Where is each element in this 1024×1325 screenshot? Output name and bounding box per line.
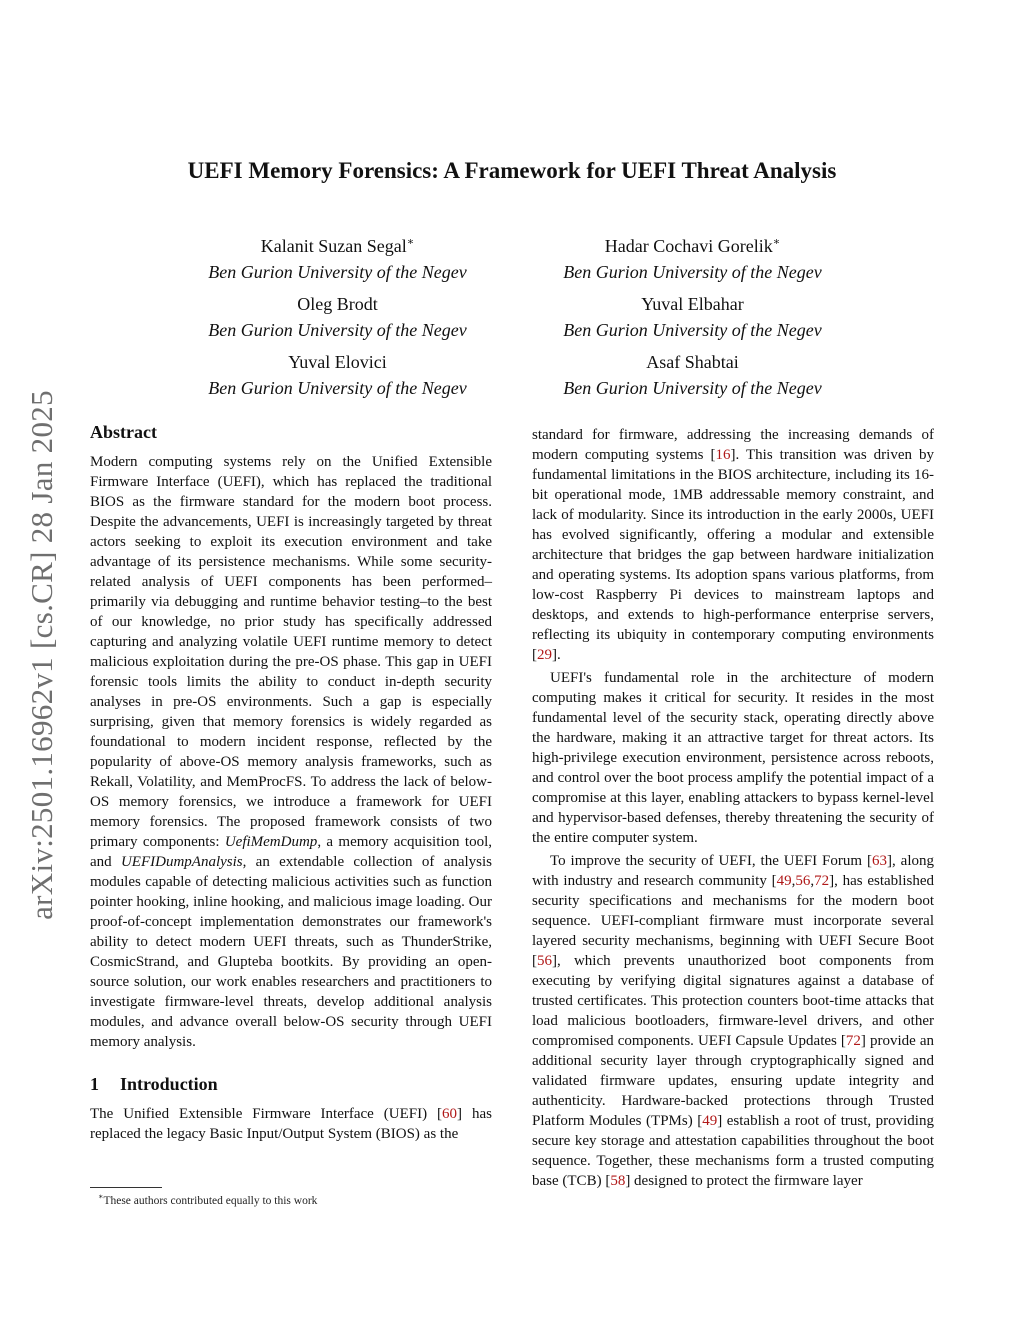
- author-entry: [515, 349, 870, 401]
- author-name: Hadar Cochavi Gorelik: [604, 236, 773, 256]
- author-name: Kalanit Suzan Segal: [260, 236, 407, 256]
- body-text: ,: [810, 873, 815, 889]
- body-paragraph: UEFI's fundamental role in the architecture of modern computing makes it critical for security. It resides in the most fundamental level of the security stack, operating directly above the hardware, making it an attractive target for threat actors. Its high-privilege execution environment, persistence across reboots, and control over the boot process amplify the potential impact of a compromise at this layer, enabling attackers to bypass kernel-level and hypervisor-based defenses, thereby threatening the security of the entire computer system.: [532, 670, 934, 846]
- right-column: [532, 425, 934, 1194]
- body-text: ]. This transition was driven by fundamental limitations in the BIOS architecture, including its 16-bit operational mode, 1MB addressable memory constraint, and lack of modularity. Since its introduction in the early 2000s, UEFI has evolved significantly, offering a modular and extensible architecture that bridges the gap between hardware initialization and operating systems. Its adoption spans various platforms, from low-cost Raspberry Pi devices to mainstream laptops and desktops, and extends to high-performance enterprise servers, reflecting its ubiquity in contemporary computing environments [: [532, 447, 935, 663]
- abstract-text: Modern computing systems rely on the Unified Extensible Firmware Interface (UEFI), which has replaced the traditional BIOS as the firmware standard for the modern boot process. Despite the advancements, UEFI is increasingly targeted by threat actors seeking to exploit its execution environment and take advantage of its persistence mechanisms. While some security-related analysis of UEFI components has been performed–primarily via debugging and runtime behavior testing–to the best of our knowledge, no prior study has specifically addressed capturing and analyzing volatile UEFI runtime memory to detect malicious exploitation during the pre-OS phase. This gap in UEFI forensic tools limits the ability to conduct in-depth security analyses in pre-OS environments. Such a gap is especially surprising, given that memory forensics is widely regarded as foundational to modern incident response, reflected by the popularity of above-OS memory analysis frameworks, such as Rekall, Volatility, and MemProcFS. To address the lack of below-OS memory forensics, we introduce a framework for UEFI memory forensics. The proposed framework consists of two primary components:: [90, 454, 492, 850]
- tool-name: UEFIDumpAnalysis: [120, 854, 243, 870]
- citation-link[interactable]: 29: [537, 647, 552, 663]
- abstract-text: , a memory acquisition tool, and: [90, 834, 492, 870]
- section-title: Introduction: [120, 1074, 218, 1094]
- citation-link[interactable]: 58: [610, 1173, 626, 1189]
- section-number: 1: [90, 1074, 99, 1094]
- author-entry: [160, 291, 515, 343]
- body-text: ].: [552, 647, 561, 663]
- citation-link[interactable]: 72: [814, 873, 830, 889]
- body-text: ] establish a root of trust, providing secure key storage and attestation capabilities throughout the boot sequence. Together, these mechanisms form a trusted computing base (TCB) [: [532, 1113, 934, 1189]
- body-text: standard for firmware, addressing the increasing demands of modern computing systems [: [532, 427, 934, 463]
- footnote-mark: ∗: [98, 1192, 104, 1201]
- citation-link[interactable]: 49: [776, 873, 792, 889]
- author-entry: [160, 229, 515, 285]
- intro-paragraph: [90, 1104, 492, 1144]
- body-text: ] provide an additional security layer through cryptographically signed and validated firmware updates, ensuring update integrity and authenticity. Hardware-backed protections through Trusted Platform Modules (TPMs) [: [532, 1033, 934, 1129]
- author-affiliation: Ben Gurion University of the Negev: [208, 262, 467, 282]
- author-affiliation: Ben Gurion University of the Negev: [563, 378, 822, 398]
- author-entry: [160, 349, 515, 401]
- section-heading: [90, 1074, 492, 1094]
- abstract-text: , an extendable collection of analysis modules capable of detecting malicious activities such as function pointer hooking, inline hooking, and malicious image loading. Our proof-of-concept implementation demonstrates our framework's ability to detect modern UEFI threats, such as ThunderStrike, CosmicStrand, and Glupteba bootkits. By providing an open-source solution, our work enables researchers and practitioners to investigate firmware-level threats, develop additional analysis modules, and advance overall below-OS security through UEFI memory analysis.: [90, 854, 492, 1050]
- author-mark: ∗: [772, 236, 781, 248]
- intro-text: The Unified Extensible Firmware Interface (UEFI) [: [90, 1106, 443, 1122]
- body-paragraph: [532, 851, 934, 1191]
- citation-link[interactable]: 72: [845, 1033, 861, 1049]
- body-text: ], has established security specifications and mechanisms for the modern boot sequence. UEFI-compliant firmware must incorporate several layered security mechanisms, beginning with UEFI Secure Boot [: [532, 873, 935, 969]
- citation-link[interactable]: 60: [442, 1106, 458, 1122]
- citation-link[interactable]: 56: [537, 953, 552, 969]
- author-name: Oleg Brodt: [297, 294, 378, 314]
- abstract-heading: Abstract: [90, 422, 157, 442]
- arxiv-identifier-text: arXiv:2501.16962v1 [cs.CR] 28 Jan 2025: [24, 390, 59, 920]
- footnote-divider: [90, 1187, 162, 1188]
- abstract-paragraph: [90, 452, 492, 1052]
- author-block: [160, 229, 870, 401]
- author-name: Yuval Elovici: [288, 352, 387, 372]
- author-entry: [515, 229, 870, 285]
- author-name: Asaf Shabtai: [646, 352, 739, 372]
- citation-link[interactable]: 16: [715, 447, 731, 463]
- left-column: [90, 422, 492, 1144]
- author-affiliation: Ben Gurion University of the Negev: [563, 262, 822, 282]
- body-paragraph: [532, 425, 934, 665]
- arxiv-identifier: [20, 360, 64, 950]
- tool-name: UefiMemDump: [224, 834, 318, 850]
- footnote-text: These authors contributed equally to this work: [103, 1194, 318, 1207]
- body-text: To improve the security of UEFI, the UEFI Forum [: [550, 853, 872, 869]
- citation-link[interactable]: 56: [795, 873, 811, 889]
- body-text: ], along with industry and research community [: [532, 853, 934, 889]
- footnote: [98, 1192, 317, 1207]
- author-mark: ∗: [406, 236, 415, 248]
- author-affiliation: Ben Gurion University of the Negev: [208, 378, 467, 398]
- author-entry: [515, 291, 870, 343]
- author-affiliation: Ben Gurion University of the Negev: [563, 320, 822, 340]
- citation-link[interactable]: 63: [872, 853, 887, 869]
- body-text: ,: [791, 873, 796, 889]
- body-text: ], which prevents unauthorized boot components from executing by verifying digital signatures against a database of trusted certificates. This protection counters boot-time attacks that load malicious bootloaders, firmware-level drivers, and other compromised components. UEFI Capsule Updates [: [532, 953, 934, 1049]
- paper-title: UEFI Memory Forensics: A Framework for UEFI Threat Analysis: [187, 158, 837, 183]
- author-name: Yuval Elbahar: [641, 294, 744, 314]
- intro-text: ] has replaced the legacy Basic Input/Output System (BIOS) as the: [90, 1106, 492, 1142]
- citation-link[interactable]: 49: [702, 1113, 718, 1129]
- author-affiliation: Ben Gurion University of the Negev: [208, 320, 467, 340]
- body-text: ] designed to protect the firmware layer: [625, 1173, 863, 1189]
